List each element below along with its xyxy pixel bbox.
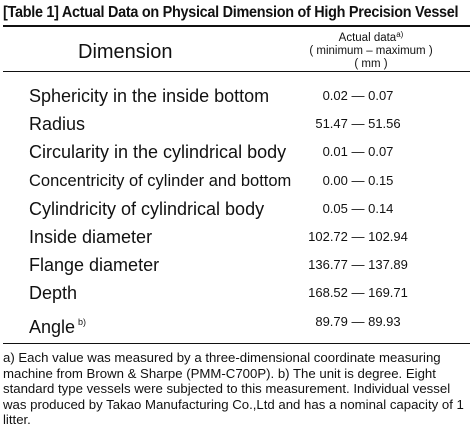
row-value: 0.02 — 0.07 (322, 88, 394, 103)
header-rule (3, 71, 470, 72)
table-row (0, 167, 473, 195)
row-value: 102.72 — 102.94 (308, 228, 408, 244)
row-label: Inside diameter (29, 226, 153, 247)
row-label: Depth (29, 283, 78, 304)
row-value: 136.77 — 137.89 (308, 257, 408, 273)
row-value: 51.47 — 51.56 (315, 116, 401, 132)
table-title: [Table 1] Actual Data on Physical Dimension of High Precision Vessel (3, 4, 459, 21)
header-dimension: Dimension (78, 41, 173, 63)
table-row (0, 308, 473, 336)
table-body (0, 82, 473, 336)
table-row (0, 279, 473, 307)
row-label-angle (29, 308, 86, 341)
row-label: Concentricity of cylinder and bottom (29, 171, 292, 190)
row-value: 0.05 — 0.14 (322, 200, 394, 216)
top-rule (3, 25, 470, 27)
footnote-marker-a: a) (396, 30, 404, 39)
row-label: Cylindricity of cylindrical body (29, 198, 265, 219)
footnote-marker-b: b) (78, 316, 87, 327)
header-range: ( minimum – maximum ) (309, 45, 433, 57)
table-row (0, 82, 473, 110)
table-row (0, 223, 473, 251)
table-row (0, 195, 473, 223)
row-value: 89.79 — 89.93 (315, 313, 401, 329)
table-footnote: a) Each value was measured by a three-dimensional coordinate measuring machine from Brown & Sharpe (PMM-C700P). b) The unit is degree. Eight standard type vessels were subjected to this measurement. Individual vessel was produced by Takao Manufacturing Co.,Ltd and has a nominal capacity of 1 litter. (3, 350, 464, 428)
bottom-rule (3, 343, 470, 344)
table-row (0, 251, 473, 279)
header-unit: ( mm ) (354, 58, 388, 70)
table-row (0, 138, 473, 166)
header-actual-data (283, 28, 459, 71)
row-value: 168.52 — 169.71 (308, 285, 408, 301)
table-row (0, 110, 473, 138)
row-value: 0.01 — 0.07 (322, 144, 394, 160)
row-label: Flange diameter (29, 255, 160, 276)
row-label-text: Angle (29, 316, 76, 337)
header-actual-data-label: Actual data (338, 32, 397, 44)
row-value: 0.00 — 0.15 (322, 172, 394, 188)
row-label: Circularity in the cylindrical body (29, 142, 287, 163)
row-label: Sphericity in the inside bottom (29, 86, 270, 106)
row-label: Radius (29, 114, 86, 135)
